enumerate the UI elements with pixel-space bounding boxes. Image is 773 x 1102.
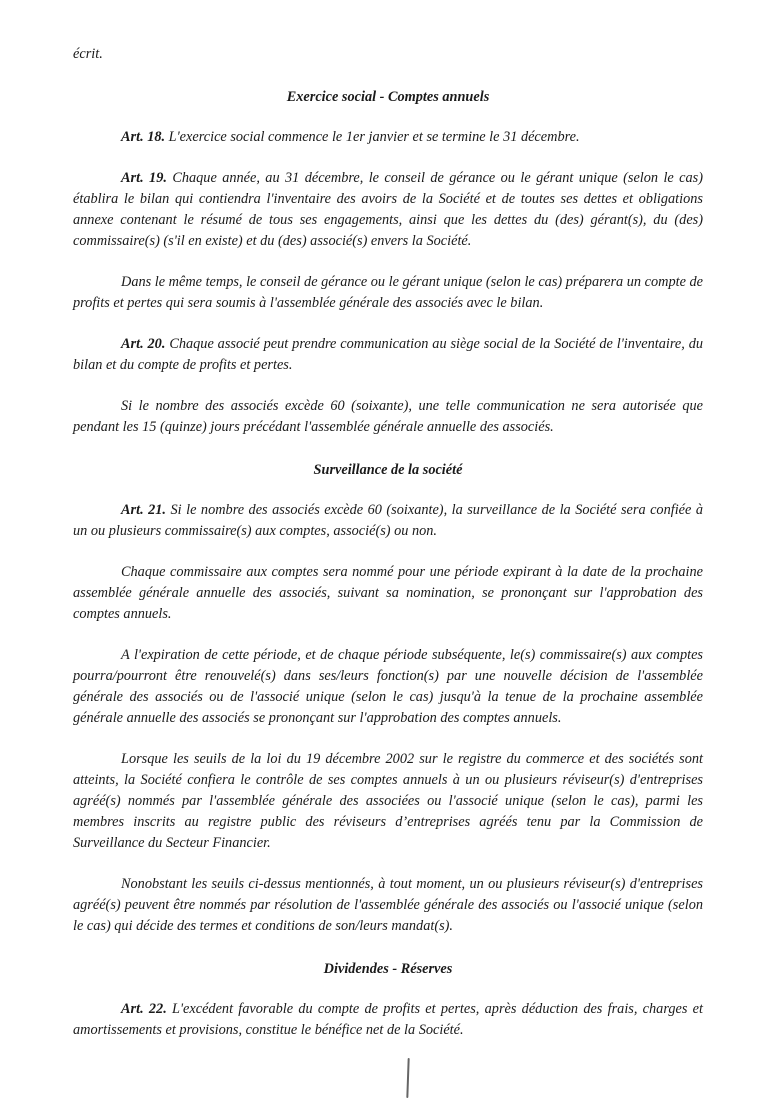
article-20-paragraph-2: Si le nombre des associés excède 60 (soixante), une telle communication ne sera autorisée que pendant les 15 (quinze) jours précédant l'assemblée générale annuelle des associés. [73, 398, 703, 435]
article-22-text: L'excédent favorable du compte de profits et pertes, après déduction des frais, charges et amortissements et provisions, constitue le bénéfice net de la Société. [73, 1001, 703, 1038]
article-21-paragraph-3: A l'expiration de cette période, et de chaque période subséquente, le(s) commissaire(s) aux comptes pourra/pourront être renouvelé(s) dans ses/leurs fonction(s) par une nouvelle décision de l'assemblée générale des associés ou de l'associé unique (selon le cas) jusqu'à la tenue de la prochaine assemblée générale annuelle des associés se prononçant sur l'approbation des comptes annuels. [73, 647, 703, 726]
heading-exercice-social: Exercice social - Comptes annuels [286, 89, 490, 105]
article-21-label: Art. 21. [121, 502, 167, 518]
article-18 [73, 127, 703, 148]
article-18-label: Art. 18. [121, 129, 166, 145]
heading-surveillance: Surveillance de la société [313, 462, 463, 478]
article-18-text: L'exercice social commence le 1er janvier et se termine le 31 décembre. [165, 129, 580, 145]
article-21-paragraph-4: Lorsque les seuils de la loi du 19 décembre 2002 sur le registre du commerce et des sociétés sont atteints, la Société confiera le contrôle de ses comptes annuels à un ou plusieurs réviseur(s) d'entreprises agréé(s) nommés par l'assemblée générale des associées ou l'associé unique (selon le cas), parmi les membres inscrits au registre public des réviseurs d’entreprises agréés tenu par la Commission de Surveillance du Secteur Financier. [73, 751, 703, 851]
article-21-paragraph-5: Nonobstant les seuils ci-dessus mentionnés, à tout moment, un ou plusieurs réviseur(s) d'entreprises agréé(s) peuvent être nommés par résolution de l'assemblée générale des associés ou l'associé unique (selon le cas) qui décide des termes et conditions de son/leurs mandat(s). [73, 876, 703, 934]
article-22 [73, 999, 703, 1041]
article-21 [73, 500, 703, 542]
article-19-label: Art. 19. [121, 170, 167, 186]
article-21-paragraph-2: Chaque commissaire aux comptes sera nommé pour une période expirant à la date de la prochaine assemblée générale annuelle des associés, suivant sa nomination, se prononçant sur l'approbation des comptes annuels. [73, 564, 703, 622]
article-22-label: Art. 22. [121, 1001, 167, 1017]
article-20-text: Chaque associé peut prendre communication au siège social de la Société de l'inventaire, du bilan et du compte de profits et pertes. [73, 336, 703, 373]
page-edge-mark [406, 1058, 409, 1098]
article-19-text: Chaque année, au 31 décembre, le conseil de gérance ou le gérant unique (selon le cas) établira le bilan qui contiendra l'inventaire des avoirs de la Société et de toutes ses dettes et obligations annexe contenant le résumé de tous ses engagements, ainsi que les dettes du (des) gérant(s), du (des) commissaire(s) (s'il en existe) et du (des) associé(s) envers la Société. [73, 170, 703, 249]
article-20 [73, 334, 703, 376]
intro-fragment: écrit. [73, 46, 103, 62]
article-21-text: Si le nombre des associés excède 60 (soixante), la surveillance de la Société sera confiée à un ou plusieurs commissaire(s) aux comptes, associé(s) ou non. [73, 502, 703, 539]
heading-dividendes: Dividendes - Réserves [323, 961, 453, 977]
article-20-label: Art. 20. [121, 336, 166, 352]
article-19-paragraph-2: Dans le même temps, le conseil de gérance ou le gérant unique (selon le cas) préparera un compte de profits et pertes qui sera soumis à l'assemblée générale des associés avec le bilan. [73, 274, 703, 311]
article-19 [73, 168, 703, 252]
